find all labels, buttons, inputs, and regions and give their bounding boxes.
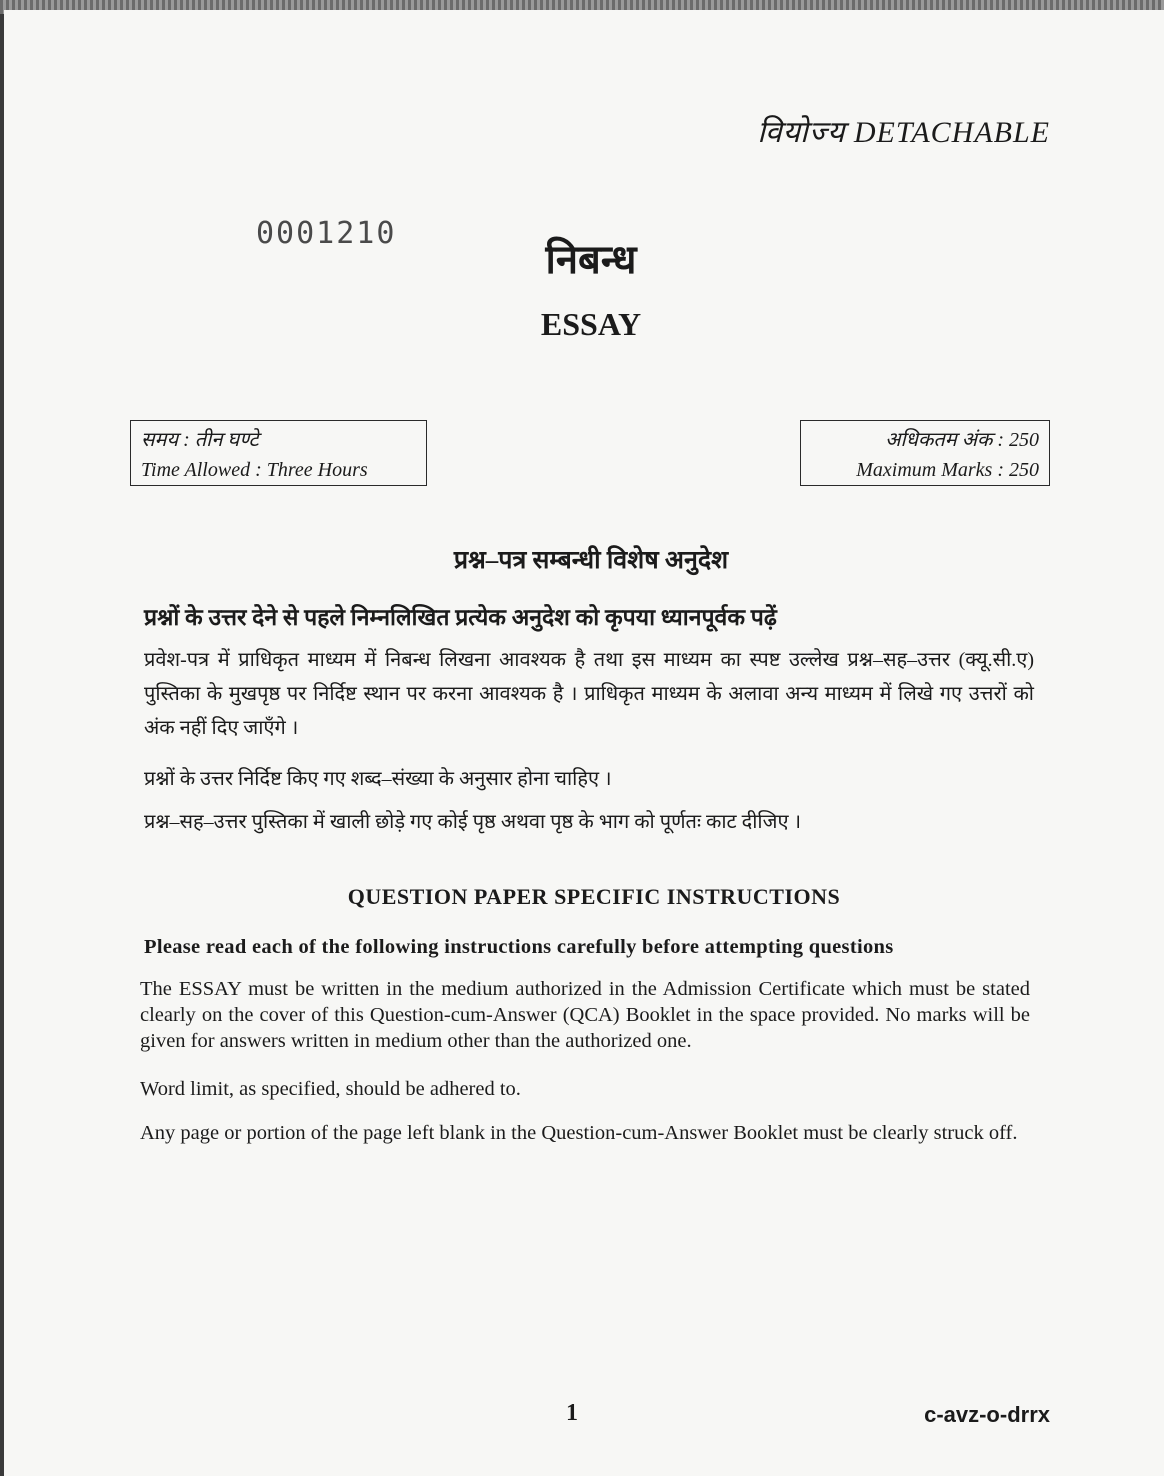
serial-number: 0001210 (256, 216, 397, 251)
title-english: ESSAY (540, 306, 642, 342)
english-instruction-paragraph: The ESSAY must be written in the medium authorized in the Admission Certificate which must be stated clearly on the cover of this Question-cum-Answer (QCA) Booklet in the space provided. No marks will be given for answers written in medium other than the authorized one. (140, 978, 1030, 1052)
english-instructions-heading: QUESTION PAPER SPECIFIC INSTRUCTIONS (347, 884, 841, 909)
hindi-instruction-paragraph: प्रवेश-पत्र में प्राधिकृत माध्यम में निबन्ध लिखना आवश्यक है तथा इस माध्यम का स्पष्ट उल्लेख प्रश्न–सह–उत्तर (क्यू.सी.ए) पुस्तिका के मुखपृष्ठ पर निर्दिष्ट स्थान पर करना आवश्यक है । प्राधिकृत माध्यम के अलावा अन्य माध्यम में लिखे गए उत्तरों को अंक नहीं दिए जाएँगे । (144, 649, 1034, 739)
maximum-marks-english: Maximum Marks : 250 (856, 459, 1039, 481)
hindi-instruction-paragraph: प्रश्न–सह–उत्तर पुस्तिका में खाली छोड़े गए कोई पृष्ठ अथवा पृष्ठ के भाग को पूर्णतः काट दीजिए । (144, 811, 802, 833)
time-allowed-box (130, 420, 427, 486)
maximum-marks-hindi: अधिकतम अंक : 250 (885, 429, 1039, 451)
hindi-instruction-paragraph: प्रश्नों के उत्तर निर्दिष्ट किए गए शब्द–संख्या के अनुसार होना चाहिए । (144, 768, 612, 790)
detachable-label: वियोज्य DETACHABLE (757, 116, 1050, 149)
page-number: 1 (566, 1400, 578, 1426)
title-hindi: निबन्ध (545, 237, 637, 282)
time-allowed-english: Time Allowed : Three Hours (141, 459, 368, 481)
english-instruction-paragraph: Any page or portion of the page left blank in the Question-cum-Answer Booklet must be clearly struck off. (140, 1122, 1018, 1144)
english-instructions-subheading: Please read each of the following instructions carefully before attempting questions (144, 936, 894, 958)
hindi-instructions-heading: प्रश्न–पत्र सम्बन्धी विशेष अनुदेश (453, 547, 729, 574)
english-instruction-paragraph: Word limit, as specified, should be adhered to. (140, 1078, 521, 1100)
maximum-marks-box (800, 420, 1050, 486)
time-allowed-hindi: समय : तीन घण्टे (141, 429, 259, 451)
paper-code: c-avz-o-drrx (924, 1402, 1050, 1427)
hindi-instructions-subheading: प्रश्नों के उत्तर देने से पहले निम्नलिखित प्रत्येक अनुदेश को कृपया ध्यानपूर्वक पढ़ें (144, 605, 777, 630)
exam-paper-page (4, 10, 1164, 1476)
